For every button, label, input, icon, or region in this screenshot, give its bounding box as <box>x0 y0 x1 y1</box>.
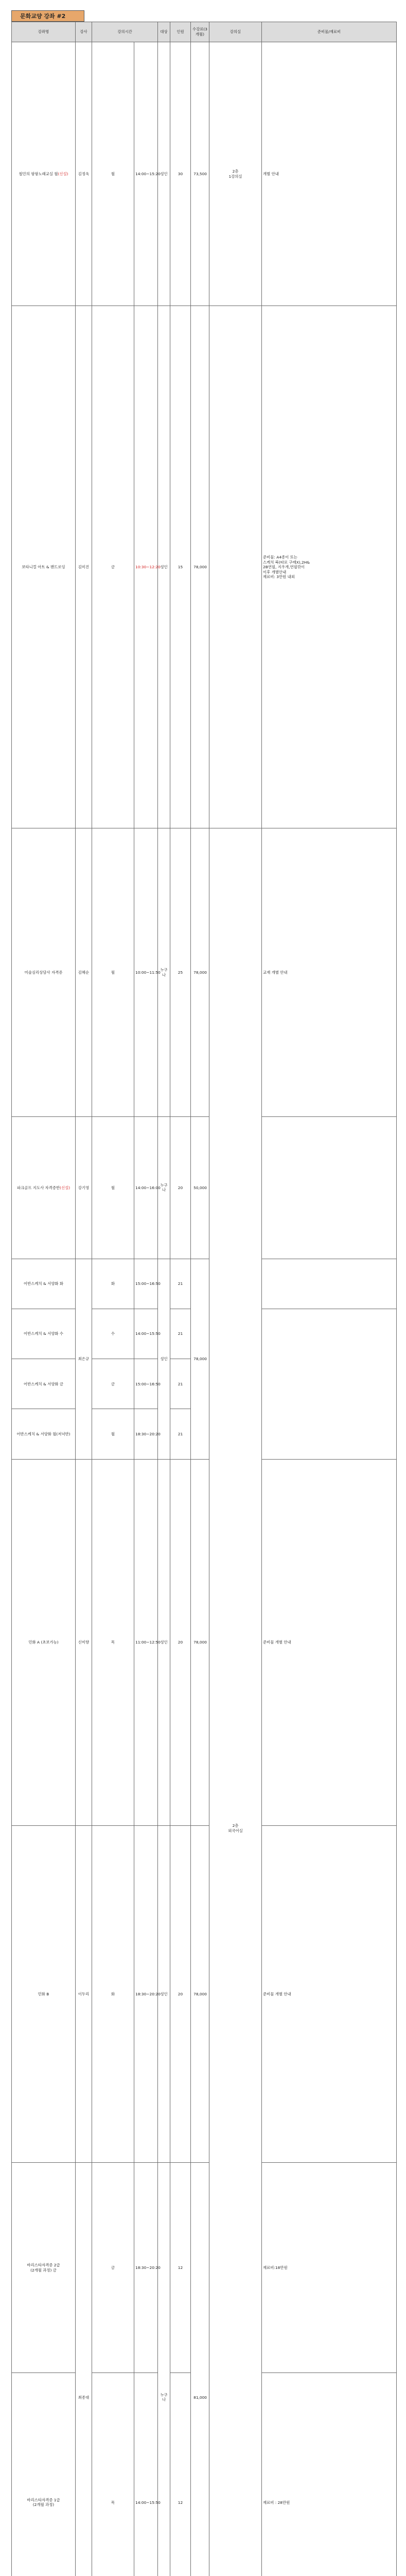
table-cell <box>92 1117 134 1259</box>
table-cell <box>76 1117 92 1259</box>
table-cell <box>76 1825 92 2162</box>
cell-text: 금 <box>111 1381 115 1386</box>
cell-text: 파크골프 지도사 자격증반 <box>16 1185 60 1190</box>
cell-text: 준비물 개별 안내 <box>263 1640 291 1645</box>
table-cell <box>12 1825 76 2162</box>
cell-text: 2B연필, 지우개,연필깎이 <box>263 565 305 570</box>
table-cell <box>209 42 262 306</box>
new-course-tag: (신설) <box>60 1185 70 1190</box>
table-row <box>12 42 397 306</box>
table-cell <box>12 2163 76 2373</box>
header-row <box>12 22 397 42</box>
cell-text: 1강의실 <box>228 174 242 179</box>
table-cell <box>170 1825 191 2162</box>
course-table <box>11 22 397 2576</box>
cell-text: 10:00~11:50 <box>135 970 161 975</box>
cell-text: 바리스타자격증 2급 <box>27 2263 60 2268</box>
cell-text: 최종대 <box>78 2395 90 2400</box>
cell-text: 금 <box>111 2265 115 2270</box>
table-cell <box>12 1459 76 1825</box>
table-cell <box>92 1359 134 1409</box>
cell-text: 18:30~20:20 <box>135 2265 161 2270</box>
table-cell <box>158 1259 170 1459</box>
cell-text: 어반스케치 & 서양화 월(저녁반) <box>16 1431 70 1436</box>
cell-text: 25 <box>178 970 183 975</box>
new-course-tag: 10:30~12:20 <box>135 565 161 570</box>
cell-text: 미술심리상담사 자격증 <box>24 970 63 975</box>
cell-text: 21 <box>178 1281 183 1286</box>
cell-text: 이후 개별안내 <box>263 569 287 574</box>
new-course-tag: (신설) <box>58 171 68 176</box>
table-cell <box>134 306 161 828</box>
cell-text: 어반스케치 & 서양화 화 <box>23 1281 64 1286</box>
cell-text: 누구나 <box>160 2392 168 2402</box>
cell-text: 14:00~15:50 <box>135 1331 161 1336</box>
cell-text: 78,000 <box>193 565 207 570</box>
table-cell <box>76 1259 92 1459</box>
table-cell <box>134 1409 161 1459</box>
table-cell <box>158 2163 170 2576</box>
table-cell <box>12 306 76 828</box>
table-cell <box>76 306 92 828</box>
header-materials: 준비물/재료비 <box>262 22 397 42</box>
cell-text: 12 <box>178 2500 183 2505</box>
table-cell <box>262 1825 397 2162</box>
cell-text: 김정욱 <box>78 171 90 176</box>
table-cell <box>134 1309 161 1359</box>
cell-text: 누구나 <box>160 1182 168 1193</box>
table-cell <box>191 1259 209 1459</box>
cell-text: 최은규 <box>78 1356 90 1361</box>
cell-text: 21 <box>178 1431 183 1436</box>
cell-text: 보타니컬 아트 & 팬드로잉 <box>22 565 65 570</box>
table-cell <box>92 828 134 1117</box>
table-cell <box>12 2373 76 2576</box>
cell-text: 성인 <box>160 171 168 176</box>
table-row <box>12 1259 397 1309</box>
table-cell <box>191 306 209 828</box>
cell-text: 수 <box>111 1331 115 1336</box>
table-cell <box>12 42 76 306</box>
table-row <box>12 2163 397 2373</box>
header-capacity: 인원 <box>170 22 191 42</box>
cell-text: 화 <box>111 1281 115 1286</box>
cell-text: 신미향 <box>78 1640 90 1645</box>
table-cell <box>12 828 76 1117</box>
cell-text: 철민의 팡팡노래교실 월 <box>19 171 58 176</box>
table-cell <box>134 1459 161 1825</box>
cell-text: 78,000 <box>193 1356 207 1361</box>
section-title: 문화교양 강좌 #2 <box>11 10 84 22</box>
cell-text: 78,000 <box>193 1640 207 1645</box>
table-cell <box>191 2163 209 2576</box>
cell-text: 2층 <box>232 169 239 174</box>
cell-text: 성인 <box>160 1640 168 1645</box>
table-cell <box>92 1825 134 2162</box>
header-course-name: 강좌명 <box>12 22 76 42</box>
table-cell <box>92 1259 134 1309</box>
cell-text: 성인 <box>160 1991 168 1996</box>
cell-text: 민화 B <box>38 1991 49 1996</box>
cell-text: 바리스타자격증 1급 <box>27 2497 60 2502</box>
table-cell <box>262 2163 397 2373</box>
cell-text: 20 <box>178 1185 183 1190</box>
table-cell <box>170 2163 191 2373</box>
table-cell <box>92 306 134 828</box>
cell-text: 성인 <box>160 1356 168 1361</box>
header-schedule: 강의시간 <box>92 22 158 42</box>
table-cell <box>134 2373 161 2576</box>
cell-text: 14:00~16:00 <box>135 1185 161 1190</box>
cell-text: 민화 A (초보가능) <box>28 1640 59 1645</box>
table-cell <box>170 1117 191 1259</box>
cell-text: 78,000 <box>193 1991 207 1996</box>
table-cell <box>191 42 209 306</box>
table-cell <box>262 1259 397 1309</box>
cell-text: 73,500 <box>193 171 207 176</box>
table-cell <box>170 1459 191 1825</box>
table-cell <box>170 306 191 828</box>
cell-text: 목 <box>111 2500 115 2505</box>
cell-text: (2개월 과정) 금 <box>30 2267 57 2273</box>
table-cell <box>170 828 191 1117</box>
cell-text: 15:00~16:50 <box>135 1281 161 1286</box>
table-cell <box>92 1409 134 1459</box>
table-cell <box>12 1117 76 1259</box>
table-row <box>12 828 397 1117</box>
table-cell <box>134 828 161 1117</box>
table-row <box>12 1117 397 1259</box>
cell-text: 목 <box>111 1640 115 1645</box>
cell-text: 어반스케치 & 서양화 수 <box>23 1331 64 1336</box>
table-cell <box>134 2163 161 2373</box>
table-cell <box>262 828 397 1117</box>
cell-text: 김미진 <box>78 565 90 570</box>
cell-text: 14:00~15:20 <box>135 171 161 176</box>
table-cell <box>191 828 209 1117</box>
cell-text: 78,000 <box>193 970 207 975</box>
table-cell <box>209 306 262 828</box>
cell-text: 재료비: 3만원 내외 <box>263 574 295 579</box>
cell-text: 재료비 : 28만원 <box>263 2500 290 2505</box>
table-cell <box>191 1459 209 1825</box>
cell-text: 12 <box>178 2265 183 2270</box>
table-cell <box>170 1259 191 1309</box>
cell-text: 월 <box>111 1185 115 1190</box>
cell-text: 스케치 북(따로 구매X),2H& <box>263 560 310 565</box>
cell-text: 15 <box>178 565 183 570</box>
cell-text: 강기영 <box>78 1185 90 1190</box>
table-row <box>12 1459 397 1825</box>
table-cell <box>170 42 191 306</box>
table-cell <box>262 2373 397 2576</box>
cell-text: 20 <box>178 1640 183 1645</box>
cell-text: 30 <box>178 171 183 176</box>
table-cell <box>134 1117 161 1259</box>
cell-text: 개별 안내 <box>263 171 279 176</box>
table-cell <box>12 1409 76 1459</box>
table-cell <box>262 1117 397 1259</box>
cell-text: 준비물 개별 안내 <box>263 1991 291 1996</box>
header-instructor: 강사 <box>76 22 92 42</box>
cell-text: 21 <box>178 1381 183 1386</box>
table-cell <box>92 2163 134 2373</box>
cell-text: 어반스케치 & 서양화 금 <box>23 1381 64 1386</box>
table-cell <box>12 1309 76 1359</box>
cell-text: 14:00~15:50 <box>135 2500 161 2505</box>
cell-text: 15:00~16:50 <box>135 1381 161 1386</box>
table-cell <box>134 1259 161 1309</box>
cell-text: 21 <box>178 1331 183 1336</box>
table-cell <box>262 1459 397 1825</box>
table-cell <box>191 1117 209 1259</box>
cell-text: 성인 <box>160 565 168 570</box>
cell-text: 재료비:18만원 <box>263 2265 288 2270</box>
table-cell <box>76 2163 92 2576</box>
cell-text: 외국어실 <box>228 1828 243 1833</box>
table-cell <box>134 1825 161 2162</box>
table-cell <box>92 2373 134 2576</box>
cell-text: 누구나 <box>160 968 168 977</box>
cell-text: 11:00~12:50 <box>135 1640 161 1645</box>
table-cell <box>76 1459 92 1825</box>
cell-text: 교재 개별 안내 <box>263 970 288 975</box>
table-cell <box>209 828 262 2576</box>
header-audience: 대상 <box>158 22 170 42</box>
cell-text: 금 <box>111 565 115 570</box>
table-cell <box>170 1359 191 1409</box>
table-cell <box>262 306 397 828</box>
cell-text: (2개월 과정) <box>32 2502 55 2507</box>
header-room: 강의실 <box>209 22 262 42</box>
table-cell <box>170 1409 191 1459</box>
table-cell <box>134 42 161 306</box>
table-cell <box>170 1309 191 1359</box>
table-row <box>12 306 397 828</box>
cell-text: 이두리 <box>78 1991 90 1996</box>
table-cell <box>262 42 397 306</box>
table-cell <box>76 42 92 306</box>
cell-text: 화 <box>111 1991 115 1996</box>
cell-text: 18:30~20:20 <box>135 1991 161 1996</box>
cell-text: 김혜순 <box>78 970 90 975</box>
table-cell <box>92 1309 134 1359</box>
cell-text: 50,000 <box>193 1185 207 1190</box>
cell-text: 월 <box>111 171 115 176</box>
table-row <box>12 1825 397 2162</box>
table-cell <box>76 828 92 1117</box>
cell-text: 18:30~20:20 <box>135 1431 161 1436</box>
cell-text: 20 <box>178 1991 183 1996</box>
cell-text: 준비물: A4종이 또는 <box>263 555 297 560</box>
table-cell <box>134 1359 161 1409</box>
table-cell <box>191 1825 209 2162</box>
table-cell <box>92 42 134 306</box>
cell-text: 월 <box>111 970 115 975</box>
table-cell <box>12 1359 76 1409</box>
header-fee: 수강료(3개월) <box>191 22 209 42</box>
table-cell <box>92 1459 134 1825</box>
table-cell <box>170 2373 191 2576</box>
cell-text: 81,000 <box>193 2395 207 2400</box>
table-cell <box>12 1259 76 1309</box>
cell-text: 월 <box>111 1431 115 1436</box>
cell-text: 2층 <box>232 1823 239 1828</box>
